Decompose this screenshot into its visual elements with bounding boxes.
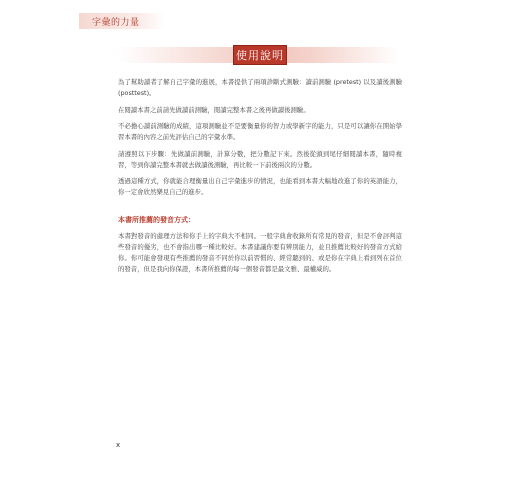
section-title: 使用說明 xyxy=(236,49,284,62)
page-number: x xyxy=(116,441,121,449)
running-header: 字彙的力量 xyxy=(92,18,140,28)
section-title-box xyxy=(233,45,287,65)
body-content xyxy=(118,77,402,281)
paragraph-no-worry: 不必擔心讀前測驗的成績，這項測驗並不是要衡量你的智力或學新字的能力，只是可以讓你在開始學習本書的內容之前先評估自己的字彙水準。 xyxy=(118,122,402,141)
paragraph-progress: 透過這種方式，你就能合理衡量出自己字彙進步的情況，也能看到本書大幅地改進了你的英語能力，你一定會欣然樂見自己的進步。 xyxy=(118,177,402,196)
paragraph-pronunciation: 本書對發音的處理方法和你手上的字典大不相同。一般字典會收錄所有常見的發音，但是不會評判這些發音的優劣，也不會指出哪一種比較好。本書建議你要有辨別能力，並且推薦比較好的發音方式給你。你可能會發現有些推薦的發音不同於你以前習慣的、經常聽到的、或是你在字典上看到列在首位的發音，但是我向你保證，本書所推薦的每一個發音都是最文雅、最權威的。 xyxy=(118,232,402,273)
paragraph-order: 在閱讀本書之前請先做讀前測驗，閱讀完整本書之後再做讀後測驗。 xyxy=(118,105,310,114)
paragraph-intro: 為了幫助讀者了解自己字彙的進展，本書提供了兩項診斷式測驗：讀前測驗 (pretest) 以及讀後測驗 (posttest)。 xyxy=(118,78,402,97)
pronunciation-heading: 本書所推薦的發音方式： xyxy=(118,216,195,224)
paragraph-steps: 請遵照以下步驟：先做讀前測驗，計算分數，把分數記下來。然後從頭到尾仔細閱讀本書，隨時複習，等到你讀完整本書就去做讀後測驗，再比較一下前後兩次的分數。 xyxy=(118,149,402,169)
